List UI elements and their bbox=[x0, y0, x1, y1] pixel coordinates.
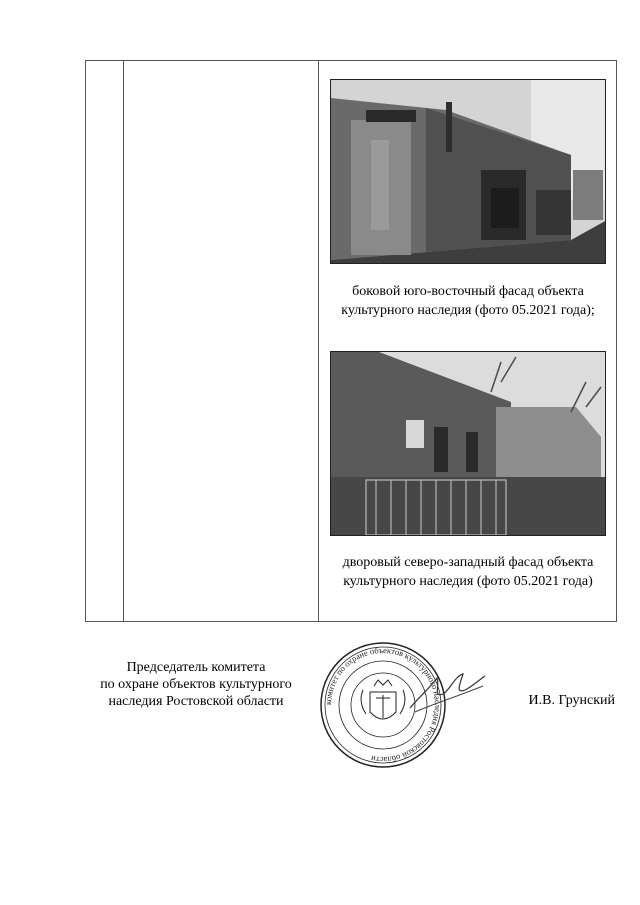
photo-caption-line: культурного наследия (фото 05.2021 года); bbox=[341, 303, 595, 318]
photo-caption-line: дворовый северо-западный фасад объекта bbox=[342, 555, 594, 570]
coat-of-arms-icon bbox=[361, 680, 405, 719]
photo-caption-line: боковой юго-восточный фасад объекта bbox=[352, 284, 584, 299]
handwritten-signature bbox=[405, 668, 490, 723]
photo-caption-line: культурного наследия (фото 05.2021 года) bbox=[343, 574, 593, 589]
signatory-title-line: Председатель комитета bbox=[126, 660, 266, 675]
signatory-name: И.В. Грунский bbox=[528, 693, 615, 708]
facade-photo-southeast bbox=[330, 79, 606, 264]
table-column-divider bbox=[123, 61, 124, 621]
signatory-title-line: наследия Ростовской области bbox=[108, 694, 284, 709]
table-column-divider bbox=[318, 61, 319, 621]
seal-text: комитет по охране объектов культурного наследия Ростовской области bbox=[322, 644, 444, 766]
signatory-title-line: по охране объектов культурного bbox=[100, 677, 292, 692]
facade-photo-northwest bbox=[330, 351, 606, 536]
signatory-title bbox=[78, 659, 314, 710]
